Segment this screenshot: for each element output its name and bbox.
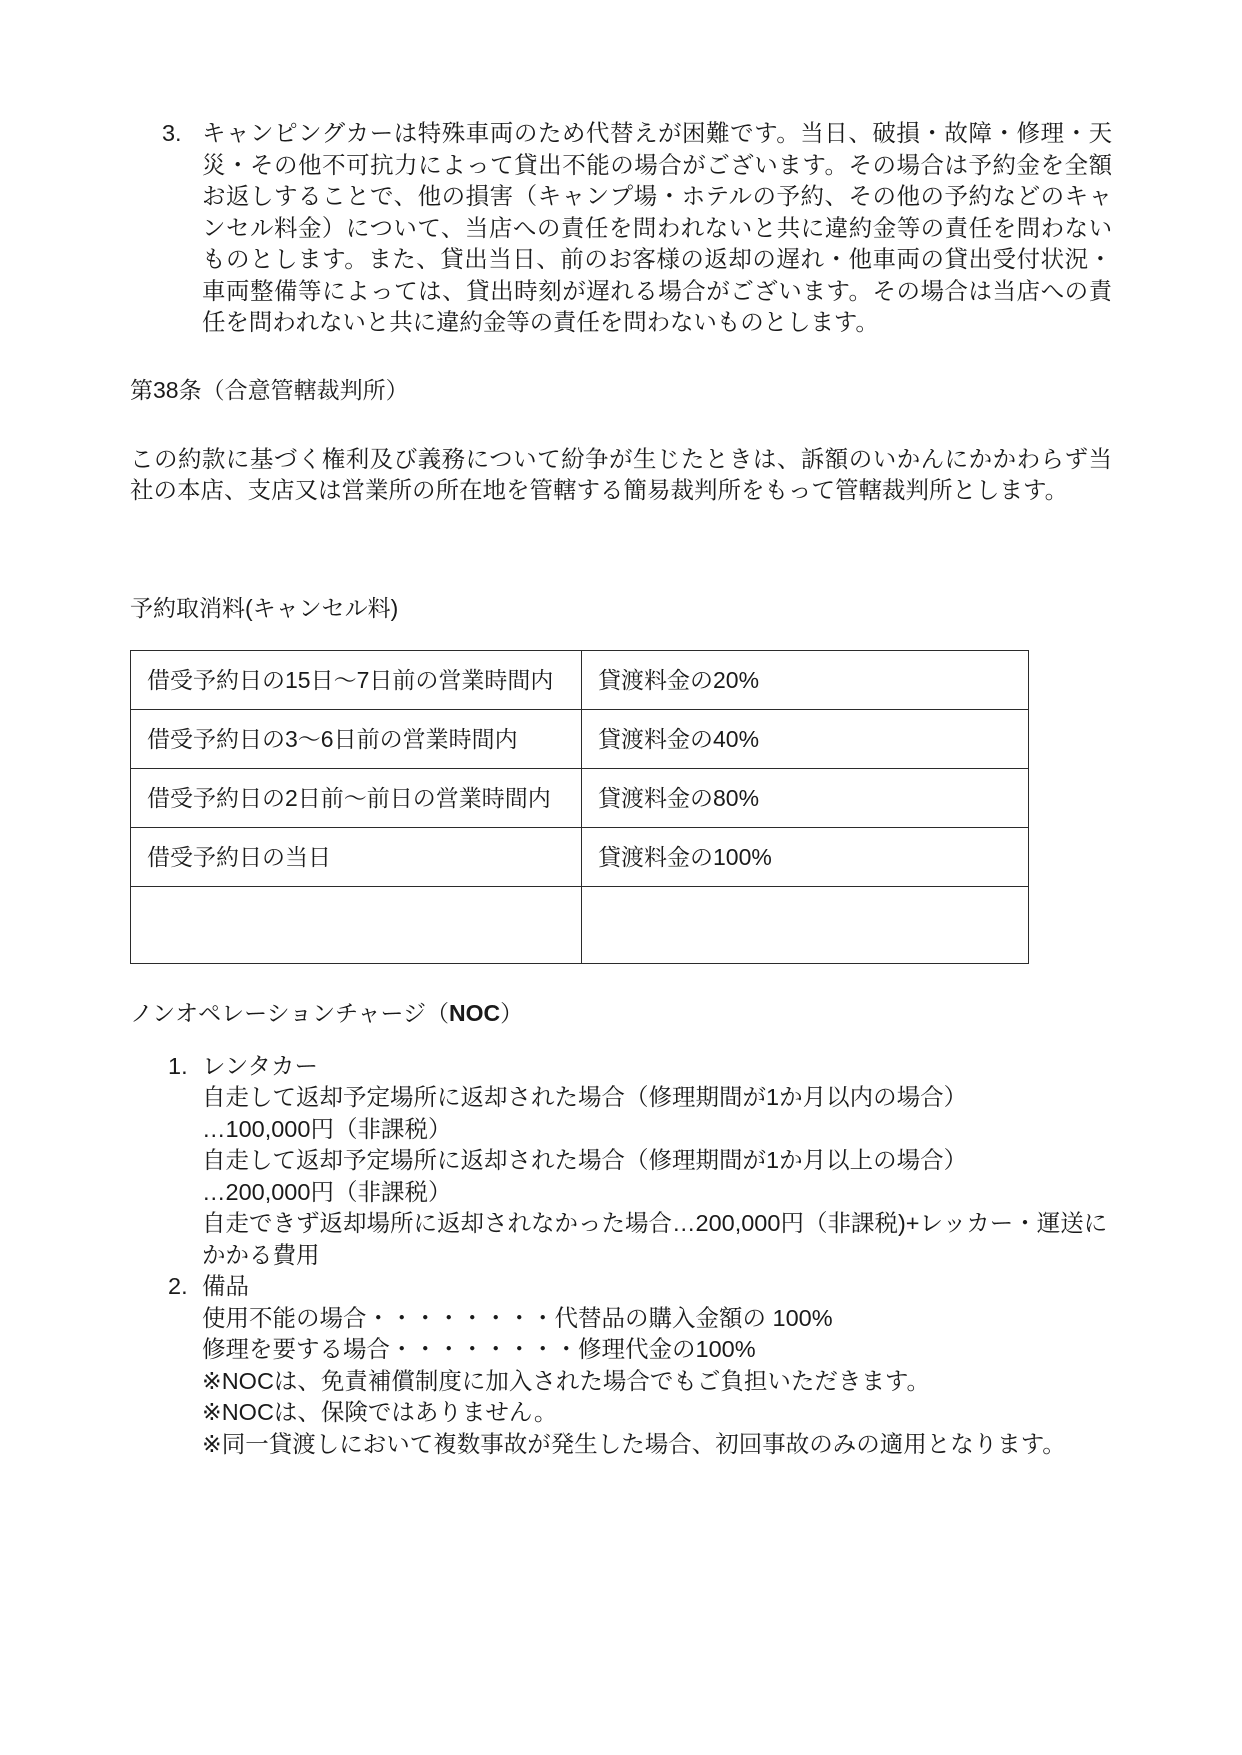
fee-rate-cell: 貸渡料金の80% [582, 768, 1029, 827]
noc-note: ※NOCは、免責補償制度に加入された場合でもご負担いただきます。 [202, 1367, 931, 1394]
fee-term-cell [131, 886, 582, 963]
table-row-empty [131, 886, 1029, 963]
article-38-body: この約款に基づく権利及び義務について紛争が生じたときは、訴額のいかんにかかわらず当社の本店、支店又は営業所の所在地を管轄する簡易裁判所をもって管轄裁判所とします。 [130, 445, 1112, 503]
noc-item-title: 備品 [202, 1273, 249, 1299]
fee-rate-cell: 貸渡料金の100% [582, 827, 1029, 886]
noc-item-title: レンタカー [202, 1052, 318, 1079]
clause-text: キャンピングカーは特殊車両のため代替えが困難です。当日、破損・故障・修理・天災・その他不可抗力によって貸出不能の場合がございます。その場合は予約金を全額お返しすることで、他の損害（キャンプ場・ホテルの予約、その他の予約などのキャンセル料金）について、当店への責任を問われないと共に違約金等の責任を問わないものとします。また、貸出当日、前のお客様の返却の遅れ・他車両の貸出受付状況・車両整備等によっては、貸出時刻が遅れる場合がございます。その場合は当店への責任を問われないと共に違約金等の責任を問わないものとします。 [202, 120, 1112, 335]
clause-item [130, 118, 1112, 339]
noc-item-line: …200,000円（非課税） [202, 1178, 452, 1205]
table-row [131, 827, 1029, 886]
noc-notes [130, 1366, 1112, 1461]
noc-item-number: 1. [168, 1052, 188, 1079]
fee-term-cell: 借受予約日の15日〜7日前の営業時間内 [131, 650, 582, 709]
noc-item-line: …100,000円（非課税） [202, 1115, 452, 1142]
noc-item [130, 1051, 1112, 1272]
fee-rate-cell: 貸渡料金の40% [582, 709, 1029, 768]
fee-rate-cell [582, 886, 1029, 963]
table-row [131, 709, 1029, 768]
noc-heading [130, 998, 1112, 1029]
noc-item-line: 自走できず返却場所に返却されなかった場合…200,000円（非課税)+レッカー・運送にかかる費用 [202, 1210, 1108, 1268]
clause-list [130, 118, 1112, 339]
cancellation-fee-table [130, 650, 1029, 964]
article-38-heading: 第38条（合意管轄裁判所） [130, 376, 409, 403]
noc-note: ※同一貸渡しにおいて複数事故が発生した場合、初回事故のみの適用となります。 [202, 1430, 1066, 1457]
section-spacer [130, 507, 1112, 593]
noc-heading-prefix: ノンオペレーションチャージ（ [130, 999, 450, 1026]
fee-rate-cell: 貸渡料金の20% [582, 650, 1029, 709]
cancellation-fee-heading: 予約取消料(キャンセル料) [130, 594, 399, 621]
noc-note: ※NOCは、保険ではありません。 [202, 1399, 558, 1425]
noc-heading-suffix: ） [500, 999, 524, 1026]
noc-abbreviation: NOC [449, 999, 501, 1026]
table-row [131, 650, 1029, 709]
noc-item-line: 自走して返却予定場所に返却された場合（修理期間が1か月以内の場合） [202, 1084, 968, 1110]
fee-term-cell: 借受予約日の2日前〜前日の営業時間内 [131, 768, 582, 827]
noc-item-number: 2. [168, 1273, 188, 1299]
noc-item-line: 自走して返却予定場所に返却された場合（修理期間が1か月以上の場合） [202, 1147, 968, 1173]
noc-item-line: 使用不能の場合・・・・・・・・代替品の購入金額の 100% [202, 1304, 833, 1331]
clause-number: 3. [162, 120, 182, 146]
fee-term-cell: 借受予約日の3〜6日前の営業時間内 [131, 709, 582, 768]
noc-item [130, 1271, 1112, 1366]
noc-item-line: 修理を要する場合・・・・・・・・修理代金の100% [202, 1336, 756, 1362]
table-row [131, 768, 1029, 827]
noc-list [130, 1051, 1112, 1366]
fee-term-cell: 借受予約日の当日 [131, 827, 582, 886]
